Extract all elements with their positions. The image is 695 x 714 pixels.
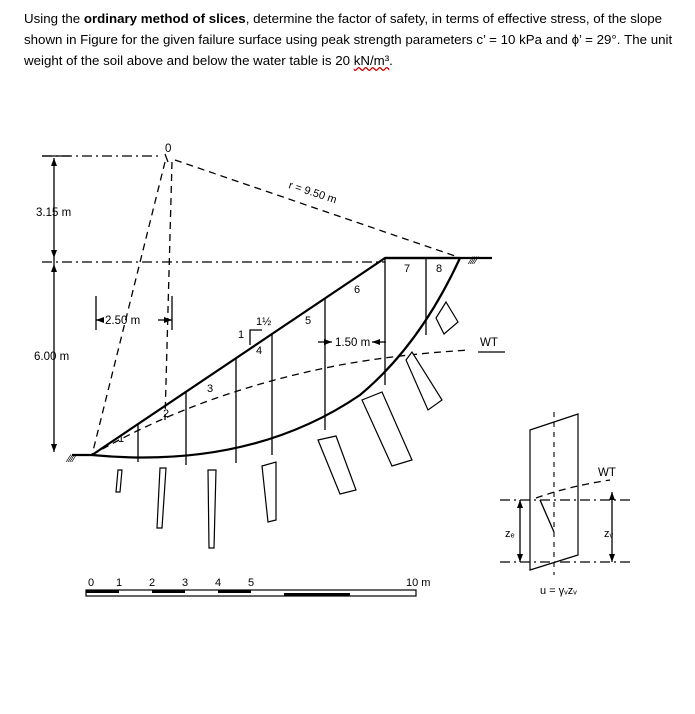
scale-tick-5: 5 xyxy=(248,577,255,589)
detail-wt-label: WT xyxy=(598,467,616,479)
slice-number-3: 3 xyxy=(207,383,214,395)
scale-seg-2 xyxy=(152,590,185,593)
detail-zw-arrow-top xyxy=(609,492,615,500)
center-label: 0 xyxy=(165,143,172,155)
scale-bar xyxy=(86,577,430,596)
pressure-diagram-7 xyxy=(406,352,442,410)
slice-number-1: 1 xyxy=(118,433,125,445)
problem-text-1: Using the xyxy=(24,11,84,26)
detail-ze-arrow-top xyxy=(517,500,523,508)
scale-tick-3: 3 xyxy=(182,577,189,589)
slice-number-6: 6 xyxy=(354,284,361,296)
radius-to-toe-1 xyxy=(92,162,165,455)
problem-bold-method: ordinary method of slices xyxy=(83,11,246,26)
radius-label: r = 9.50 m xyxy=(287,179,339,207)
failure-surface xyxy=(92,258,460,458)
height-lower-label: 6.00 m xyxy=(34,351,70,363)
pressure-diagram-4 xyxy=(262,462,276,522)
slice-number-2: 2 xyxy=(163,408,170,420)
scale-tick-1: 1 xyxy=(116,577,123,589)
problem-end: . xyxy=(389,53,393,68)
offset-label: 2.50 m xyxy=(105,315,141,327)
wt-offset-label: 1.50 m xyxy=(335,337,371,349)
radius-line xyxy=(175,160,455,256)
scale-tick-2: 2 xyxy=(149,577,156,589)
slice-number-5: 5 xyxy=(305,315,312,327)
detail-zw-label: zᵥ xyxy=(604,528,614,540)
offset-arrow-left xyxy=(96,317,104,323)
slice-number-7: 7 xyxy=(404,263,411,275)
half-slice-label: 1½ xyxy=(256,316,272,328)
toe-hatch: ⁄⁄⁄⁄ xyxy=(68,453,76,465)
scale-seg-1 xyxy=(86,590,119,593)
height-upper-label: 3.15 m xyxy=(36,207,72,219)
dim-arrow-mid-down xyxy=(51,264,57,272)
crest-hatch: ⁄⁄⁄⁄ xyxy=(470,255,478,267)
detail-ze-label: zₑ xyxy=(505,528,515,540)
pressure-diagram-1 xyxy=(116,470,122,492)
scale-tick-4: 4 xyxy=(215,577,222,589)
slice-number-4: 4 xyxy=(256,345,263,357)
pressure-diagram-8 xyxy=(436,302,458,334)
pressure-diagram-6 xyxy=(362,392,412,466)
wt-dim-arrow-r xyxy=(372,339,380,345)
wt-label: WT xyxy=(480,337,498,349)
slice-number-8: 8 xyxy=(436,263,443,275)
problem-unit: kN/m³ xyxy=(353,53,390,68)
dim-arrow-bottom xyxy=(51,444,57,452)
problem-text-2: , determine the factor of safety, in terms of effective stress, of the slope shown in Figure for the given failure surface using peak strength parameters c’ = 10 kPa and ϕ’ = 29°. The unit weight of the soil above and below the water table is 20 xyxy=(24,11,673,68)
center-tick xyxy=(165,154,168,162)
radius-to-toe-2 xyxy=(165,162,172,420)
dim-arrow-top xyxy=(51,158,57,166)
pressure-diagram-2 xyxy=(157,468,166,528)
detail-zw-arrow-bot xyxy=(609,554,615,562)
pressure-diagram-5 xyxy=(318,436,356,494)
pressure-diagram-3 xyxy=(208,470,216,548)
detail-ze-arrow-bot xyxy=(517,554,523,562)
detail-pore-eq: u = γᵥzᵥ xyxy=(540,585,577,597)
scale-seg-4 xyxy=(284,593,350,596)
scale-seg-3 xyxy=(218,590,251,593)
half-slice-marker: 1 xyxy=(238,329,245,341)
scale-tick-0: 0 xyxy=(88,577,95,589)
dim-arrow-mid-up xyxy=(51,250,57,258)
scale-end-label: 10 m xyxy=(406,577,431,589)
